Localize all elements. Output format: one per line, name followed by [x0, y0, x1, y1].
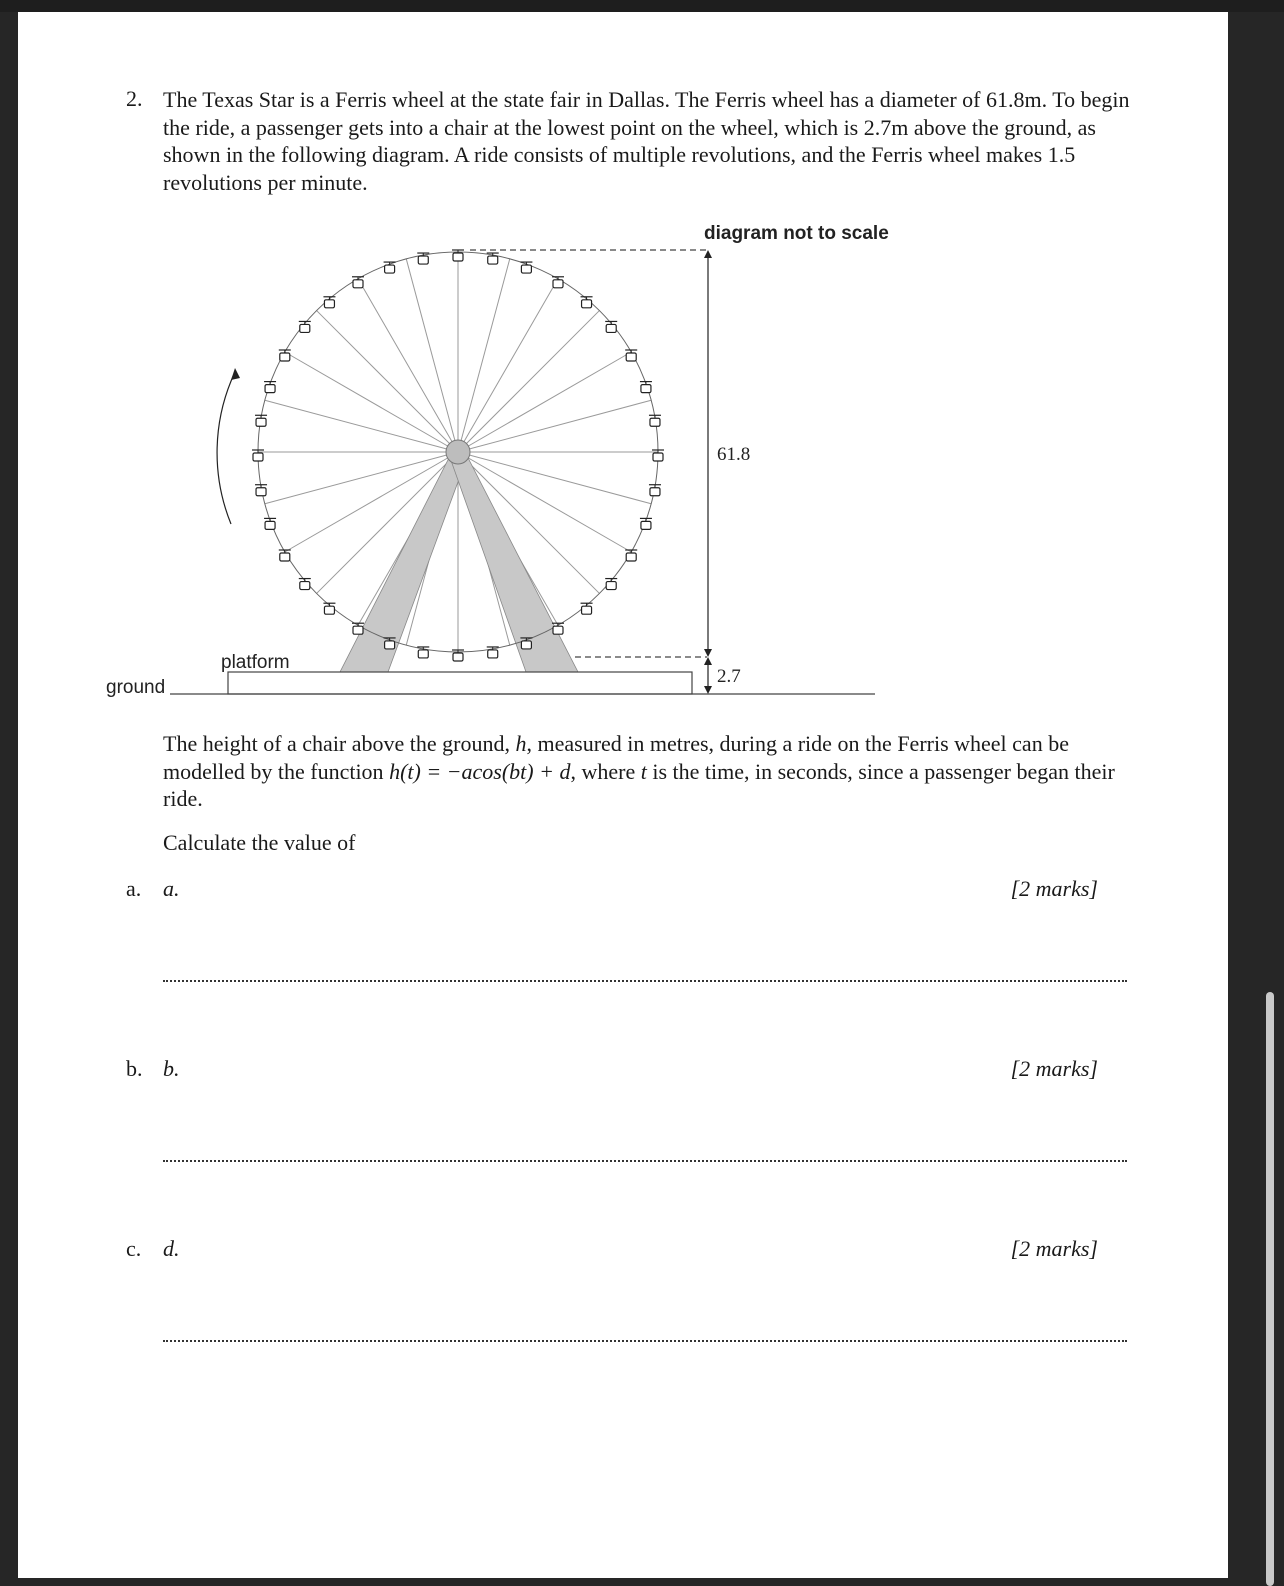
question-text: The Texas Star is a Ferris wheel at the state fair in Dallas. The Ferris wheel has a diameter of 61.8m. To begin the ride, a passenger gets into a chair at the lowest point on the wheel, which is 2.7m above the ground, as shown in the following diagram. A ride consists of multiple revolutions, and the Ferris wheel makes 1.5 revolutions per minute. [163, 87, 1130, 195]
wheel-spoke [458, 279, 558, 452]
ferris-wheel-seat [605, 321, 617, 332]
wheel-spoke [358, 279, 458, 452]
ferris-wheel-seat [640, 382, 652, 393]
wheel-spoke [458, 259, 510, 452]
model-paragraph: The height of a chair above the ground, h, measured in metres, during a ride on the Ferris wheel can be modelled by the function h(t) = −acos(bt) + d, where t is the time, in seconds, since a passenger began their ride. [163, 731, 1115, 811]
wheel-spoke [458, 400, 651, 452]
ferris-wheel-seat [384, 262, 396, 273]
vertical-scrollbar[interactable] [1266, 992, 1274, 1586]
ferris-wheel-seat [552, 277, 564, 288]
part-c-marks: [2 marks] [1010, 1236, 1098, 1261]
wheel-spoke [458, 311, 599, 452]
platform-height-label: 2.7 [717, 666, 741, 687]
diameter-arrow-top-icon [704, 250, 712, 258]
ferris-wheel-seat [625, 350, 637, 361]
ferris-wheel-seat [323, 603, 335, 614]
diameter-label: 61.8 [717, 444, 751, 465]
ferris-wheel-seat [264, 518, 276, 529]
rotation-arrowhead-icon [231, 368, 240, 380]
ferris-wheel-seat [520, 262, 532, 273]
part-c-label: c. [126, 1236, 142, 1261]
ferris-wheel-seat [299, 579, 311, 590]
part-b-marks: [2 marks] [1010, 1056, 1098, 1081]
instruction-text: Calculate the value of [163, 830, 356, 855]
ferris-wheel-seat [279, 350, 291, 361]
support-legs [340, 452, 578, 672]
ground-label: ground [106, 677, 166, 698]
ferris-wheel-seat [279, 550, 291, 561]
wheel-spoke [265, 400, 458, 452]
platform-arrow-bottom-icon [704, 686, 712, 694]
ferris-wheel-seat [605, 579, 617, 590]
part-a-variable: a. [163, 876, 180, 901]
rotation-arrow [217, 372, 235, 524]
part-a-marks: [2 marks] [1010, 876, 1098, 901]
wheel-spoke [406, 259, 458, 452]
part-b-answer-line[interactable] [163, 1160, 1127, 1162]
ferris-wheel-diagram [100, 220, 920, 710]
wheel-spoke [285, 352, 458, 452]
ferris-wheel-seat [581, 297, 593, 308]
ferris-wheel-seat [352, 277, 364, 288]
wheel-spoke [458, 352, 631, 452]
ferris-wheel-seat [255, 415, 267, 426]
left-support-leg [340, 452, 469, 672]
window-top-bar [0, 0, 1284, 12]
ferris-wheel-seat [323, 297, 335, 308]
wheel-spoke [265, 452, 458, 504]
part-c-answer-line[interactable] [163, 1340, 1127, 1342]
right-support-leg [448, 452, 578, 672]
part-a-label: a. [126, 876, 142, 901]
ferris-wheel-seat [264, 382, 276, 393]
ferris-wheel-seat [581, 603, 593, 614]
part-c-variable: d. [163, 1236, 180, 1261]
wheel-spoke [317, 311, 458, 452]
wheel-hub [446, 440, 470, 464]
part-b-label: b. [126, 1056, 143, 1081]
part-a-answer-line[interactable] [163, 980, 1127, 982]
ferris-wheel-seat [352, 623, 364, 634]
diagram-note: diagram not to scale [704, 223, 889, 244]
ferris-wheel-seat [649, 415, 661, 426]
platform-label: platform [221, 652, 290, 673]
ferris-wheel-seat [625, 550, 637, 561]
platform [228, 672, 692, 694]
ferris-wheel-seat [255, 485, 267, 496]
ferris-wheel-seat [640, 518, 652, 529]
ferris-wheel-seat [299, 321, 311, 332]
platform-arrow-top-icon [704, 657, 712, 665]
question-number: 2. [126, 86, 143, 111]
ferris-wheel-seat [649, 485, 661, 496]
part-b-variable: b. [163, 1056, 180, 1081]
diameter-arrow-bottom-icon [704, 649, 712, 657]
